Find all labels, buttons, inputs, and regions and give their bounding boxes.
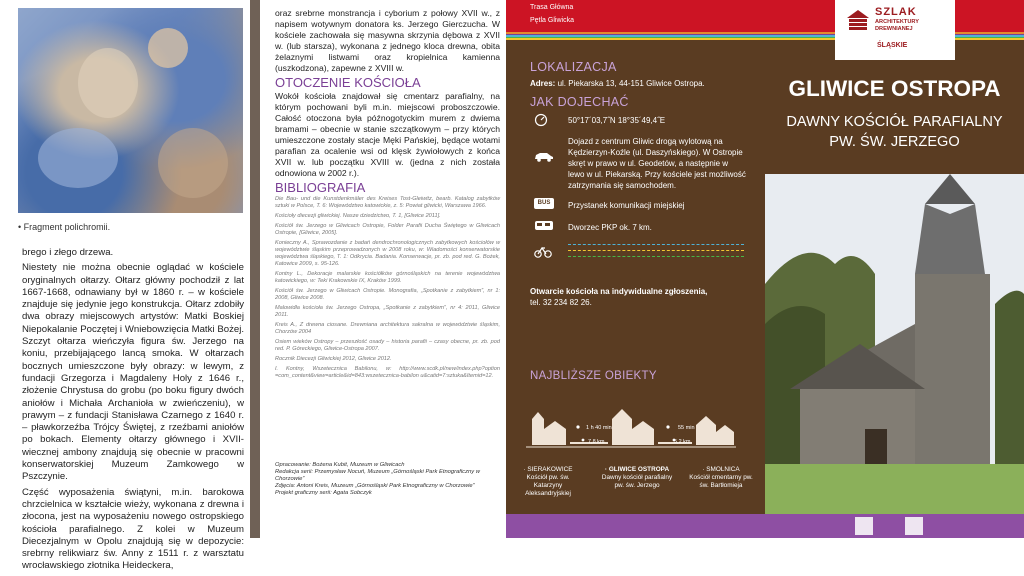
image-caption: • Fragment polichromii. <box>18 222 111 232</box>
cover-bottom-bar <box>765 514 1024 538</box>
trail-logo <box>835 0 955 60</box>
bibliography-item: Kościoły diecezji gliwickiej. Nasze dziedzictwo, T. 1, [Gliwice 2011]. <box>275 213 441 219</box>
distance-right: 5,2 km <box>674 439 691 445</box>
nearby-churches-diagram <box>526 395 736 455</box>
train-info: Dworzec PKP ok. 7 km. <box>568 223 652 232</box>
bibliography-item: Die Bau- und die Kunstdenkmäler des Kreises Tost-Gleiwitz, bearb. Katalog zabytków sztuki w Polsce, T. 6: Województwo katowickie, z. 5: Powiat gliwicki, Warszawa 1966. <box>275 196 500 209</box>
route-dash-blue <box>568 244 744 245</box>
bus-icon: BUS <box>534 198 554 209</box>
location-heading: LOKALIZACJA <box>530 60 617 74</box>
walk-time-right: 55 min <box>678 425 695 431</box>
distance-left: 7,8 km <box>588 439 605 445</box>
nearby-desc: Kościół cmentarny pw. św. Bartłomieja <box>689 474 753 489</box>
church-photo <box>765 174 1024 514</box>
bibliography-item: Kreis A., Z drewna ciosane. Drewniana architektura sakralna w województwie śląskim, Chorzów 2004 <box>275 322 500 335</box>
nearby-heading: NAJBLIŻSZE OBIEKTY <box>530 370 657 382</box>
paragraph: Niestety nie można obecnie oglądać w kościele oryginalnych ołtarzy. Ołtarz główny pochodził z lat 1667-1668, odnawiany był w 1860 r. – w kościele znajduje się jedynie jego konstrukcja. Ołtarz zdobiły dwa obrazy miejscowych artystów: Matki Boskiej Niepokalanie Poczętej i Wniebowzięcia Matki Bożej. Szczyt ołtarza wieńczyła figura św. Jerzego na koniu, przebijającego lancą smoka. W ołtarzach bocznych umieszczone były obrazy: w lewym, z fundacji Grzegorza i Magdaleny Holy z 1646 r., złożenie Chrystusa do grobu (po boku figury dwóch aniołów i Michała Archanioła w zwieńczeniu), w prawym – z fundacji Stanisława Czarnego z 1640 r. – pławkorzeźba Trójcy Świętej, z rzeźbami aniołów po bokach. Elementy ołtarzy głównego i XVII-wiecznej ambony znajdują się obecnie w pracowni konserwatorskiej Muzeum Zamkowego w Pszczynie. <box>22 262 244 483</box>
credit-line: Projekt graficzny serii: Agata Sobczyk <box>275 490 372 496</box>
route-main: Trasa Główna <box>530 4 574 11</box>
nearby-name: · GLIWICE OSTROPA <box>604 466 670 473</box>
credit-line: Redakcja serii: Przemysław Nocuń, Muzeum „Górnośląski Park Etnograficzny w Chorzowie” <box>275 469 480 482</box>
directions-heading: JAK DOJECHAĆ <box>530 95 629 109</box>
partner-logo <box>905 517 923 535</box>
panel-left <box>0 0 250 572</box>
cover-title: GLIWICE OSTROPA <box>788 76 1001 101</box>
body-text <box>22 247 244 576</box>
bibliography-heading: BIBLIOGRAFIA <box>275 180 366 195</box>
credit-line: Opracowanie: Bożena Kubit, Muzeum w Gliwicach <box>275 462 405 468</box>
bibliography-item: Rocznik Diecezji Gliwickiej 2012, Gliwice 2012. <box>275 356 392 362</box>
route-loop: Pętla Gliwicka <box>530 17 574 24</box>
car-icon <box>534 150 554 162</box>
bottom-bar <box>506 514 765 538</box>
route-bar <box>506 0 765 32</box>
bibliography-item: Kontny L., Dekoracje malarskie kościółków górnośląskich na terenie województwa katowickiego, w: Teki Krakowskie IX, Kraków 1999. <box>275 271 500 284</box>
paragraph: Część wyposażenia świątyni, m.in. barokowa chrzcielnica w kształcie wieży, wykonana z drewna i złocona, jest na wyposażeniu nowego ostropskiego kościoła parafialnego. Z kolei w Muzeum Diecezjalnym w Opolu znajdują się w depozycie: srebrny relikwiarz św. Anny z 1511 r. z warsztatu wrocławskiego złotnika Heideckera, <box>22 486 244 572</box>
nearby-name: · SMOLNICA <box>702 466 740 473</box>
bibliography-item: Kościół św. Jerzego w Gliwicach Ostropie. Monografia, „Spotkanie z zabytkiem”, nr 1: 2008, Gliwice 2008. <box>275 288 500 301</box>
address-label: Adres: <box>530 79 556 88</box>
surroundings-heading: OTOCZENIE KOŚCIOŁA <box>275 75 421 90</box>
bibliography-item: Konieczny A., Sprawozdanie z badań dendrochronologicznych zabytkowych kościołów w województwie śląskim przeprowadzonych w 2008 roku, w: Wiadomości konserwatorskie województwa śląskiego, T. 1: Odkrycia. Badania. Konserwacje, pr. zb. pod red. G. Bożek, Katowice 2009, s. 95-126. <box>275 240 500 267</box>
fold-stripe <box>250 0 260 538</box>
paragraph: brego i złego drzewa. <box>22 247 114 258</box>
nearby-desc: Kościół pw. św. Katarzyny Aleksandryjskiej <box>525 474 571 497</box>
train-icon <box>534 219 554 233</box>
nearby-item <box>598 466 676 490</box>
address: ul. Piekarska 13, 44-151 Gliwice Ostropa. <box>557 79 705 88</box>
nearby-item <box>512 466 584 498</box>
logo-region: ŚLĄSKIE <box>877 42 908 49</box>
opening-info: Otwarcie kościoła na indywidualne zgłoszenia, <box>530 287 708 296</box>
route-dash-yellow <box>568 250 744 251</box>
subtitle-line: DAWNY KOŚCIÓŁ PARAFIALNY <box>786 114 1003 130</box>
walk-time-left: 1 h 40 min <box>586 425 612 431</box>
panel-info <box>506 0 765 538</box>
phone: tel. 32 234 82 26. <box>530 298 592 307</box>
nearby-desc: Dawny kościół parafialny pw. św. Jerzego <box>601 474 673 489</box>
paragraph: Wokół kościoła znajdował się cmentarz parafialny, na którym pochowani byli m.in. miejscowi proboszczowie. Całość otoczona była późnogotyckim murem z dwiema bramami – obecnie w stanie szczątkowym – przy których umieszczone zostały stacje Męki Pańskiej, będące wotami parafian za ocalenie wsi od klęsk żywiołowych z końca XVII w. lub początku XVIII w. (jedna z nich została odnowiona w 2002 r.). <box>275 91 500 178</box>
logo-sub1: ARCHITEKTURY <box>875 19 919 25</box>
nearby-name: · SIERAKOWICE <box>523 466 573 473</box>
coordinates: 50°17´03,7˝N 18°35´49,4˝E <box>568 116 666 125</box>
bibliography-list <box>275 196 500 380</box>
logo-main: SZLAK <box>875 6 917 18</box>
bibliography-item: Kościół św. Jerzego w Gliwicach Ostropie, Folder Parafii Ducha Świętego w Gliwicach Ostropie, [Gliwice, 2005]. <box>275 223 500 236</box>
bibliography-item: I. Kontny, Wszetecznica Babilonu, w: http://www.scdk.pl/new/index.php?option =com_content&view=article&id=843:wszetecznica-babilon u&catid=7:sztuka&Itemid=12. <box>275 366 500 379</box>
panel-center <box>260 0 506 538</box>
subtitle-line: PW. ŚW. JERZEGO <box>829 134 960 150</box>
compass-icon <box>534 113 548 127</box>
wooden-house-icon <box>845 8 871 32</box>
color-lines <box>506 32 765 41</box>
partner-logo <box>855 517 873 535</box>
car-directions: Dojazd z centrum Gliwic drogą wylotową na Kędzierzyn-Koźle (ul. Daszyńskiego). W Ostropie skręt w prawo w ul. Geodetów, a następnie w lewo w ul. Piekarską. Przy kościele jest możliwość zatrzymania się samochodem. <box>568 137 746 190</box>
credits <box>275 462 500 497</box>
bibliography-item: Malowidła kościoła św. Jerzego Ostropa, „Spotkanie z zabytkiem”, nr 4: 2011, Gliwice 2011. <box>275 305 500 318</box>
polychrome-fragment-image <box>18 8 243 213</box>
bicycle-icon <box>534 244 552 258</box>
bus-info: Przystanek komunikacji miejskiej <box>568 201 685 210</box>
paragraph: oraz srebrne monstrancja i cyborium z połowy XVII w., z napisem wotywnym donatora ks. Jerzego Gierczucha. W kościele zachowała się masywna skrzynia dębowa z XVII w. (lub starsza), wykonana z jednego kloca drewna, obita żelaznymi listwami oraz kropielnica kamienna (uszkodzona), zapewne z XVIII w. <box>275 8 500 73</box>
panel-cover <box>765 0 1024 538</box>
nearby-item <box>688 466 754 490</box>
route-dash-green <box>568 256 744 257</box>
credit-line: Zdjęcia: Antoni Kreis, Muzeum „Górnośląski Park Etnograficzny w Chorzowie” <box>275 483 475 489</box>
cover-subtitle <box>765 112 1024 152</box>
logo-sub2: DREWNIANEJ <box>875 26 913 32</box>
bibliography-item: Osiem wieków Ostropy – przeszłość osady – historia parafii – czasy obecne, pr. zb. pod red. P. Góreckiego, Gliwice-Ostropa 2007. <box>275 339 500 352</box>
